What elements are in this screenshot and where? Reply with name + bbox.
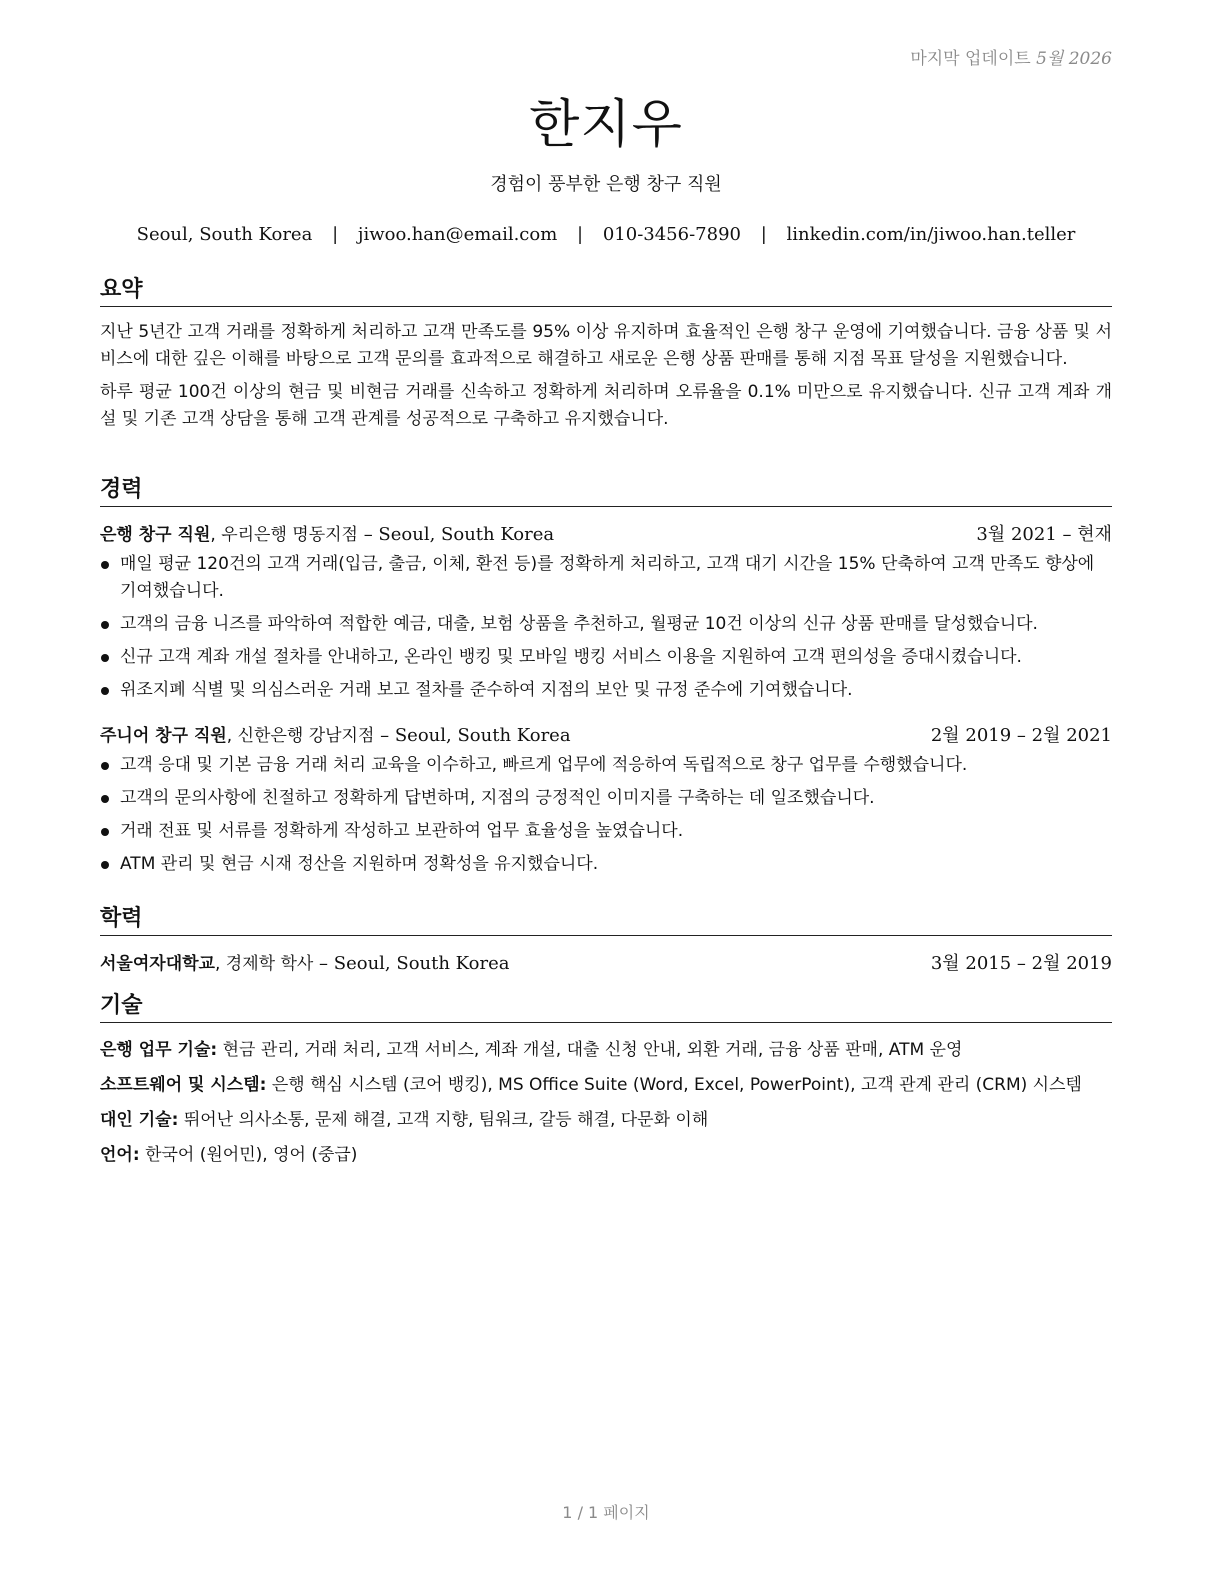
list-item: 고객의 문의사항에 친절하고 정확하게 답변하며, 지점의 긍정적인 이미지를 구축하는 데 일조했습니다. bbox=[100, 785, 1112, 812]
job-title: 주니어 창구 직원 bbox=[100, 726, 227, 746]
skill-value: 은행 핵심 시스템 (코어 뱅킹), MS Office Suite (Word, Excel, PowerPoint), 고객 관계 관리 (CRM) 시스템 bbox=[271, 1075, 1082, 1095]
contact-linkedin[interactable]: linkedin.com/in/jiwoo.han.teller bbox=[786, 224, 1076, 245]
job-header: 주니어 창구 직원, 신한은행 강남지점 – Seoul, South Korea 2월 2019 – 2월 2021 bbox=[100, 722, 1112, 750]
education-section bbox=[100, 905, 1112, 978]
list-item: 위조지폐 식별 및 의심스러운 거래 보고 절차를 준수하여 지점의 보안 및 규정 준수에 기여했습니다. bbox=[100, 677, 1112, 704]
contact-separator: | bbox=[760, 224, 767, 245]
list-item: ATM 관리 및 현금 시재 정산을 지원하며 정확성을 유지했습니다. bbox=[100, 851, 1112, 878]
contact-separator: | bbox=[577, 224, 584, 245]
skill-row bbox=[100, 1072, 1112, 1099]
job-org: 신한은행 강남지점 bbox=[237, 726, 375, 746]
list-item: 매일 평균 120건의 고객 거래(입금, 출금, 이체, 환전 등)를 정확하게 처리하고, 고객 대기 시간을 15% 단축하여 고객 만족도 향상에 기여했습니다. bbox=[100, 551, 1112, 605]
job-title: 은행 창구 직원 bbox=[100, 525, 211, 545]
job-header: 은행 창구 직원, 우리은행 명동지점 – Seoul, South Korea 3월 2021 – 현재 bbox=[100, 521, 1112, 549]
list-item: 거래 전표 및 서류를 정확하게 작성하고 보관하여 업무 효율성을 높였습니다. bbox=[100, 818, 1112, 845]
skill-row bbox=[100, 1037, 1112, 1064]
job-bullets bbox=[100, 752, 1112, 878]
last-updated-month: 5월 bbox=[1036, 49, 1064, 69]
contact-separator: | bbox=[332, 224, 339, 245]
education-entry: 서울여자대학교, 경제학 학사 – Seoul, South Korea 3월 2015 – 2월 2019 bbox=[100, 950, 1112, 978]
skill-value: 뛰어난 의사소통, 문제 해결, 고객 지향, 팀워크, 갈등 해결, 다문화 이해 bbox=[183, 1110, 709, 1130]
job-org: 우리은행 명동지점 bbox=[221, 525, 358, 545]
contact-line bbox=[100, 224, 1112, 245]
job-bullets bbox=[100, 551, 1112, 704]
job-location: Seoul, South Korea bbox=[378, 524, 555, 545]
education-degree: 경제학 학사 bbox=[225, 954, 314, 974]
list-item: 고객의 금융 니즈를 파악하여 적합한 예금, 대출, 보험 상품을 추천하고, 월평균 10건 이상의 신규 상품 판매를 달성했습니다. bbox=[100, 611, 1112, 638]
page-number: 1 / 1 페이지 bbox=[562, 1503, 650, 1522]
skills-section bbox=[100, 992, 1112, 1169]
last-updated-label: 마지막 업데이트 bbox=[910, 49, 1031, 69]
skill-value: 한국어 (원어민), 영어 (중급) bbox=[145, 1145, 358, 1165]
candidate-headline: 경험이 풍부한 은행 창구 직원 bbox=[490, 174, 722, 195]
contact-location: Seoul, South Korea bbox=[136, 224, 313, 245]
summary-section bbox=[100, 276, 1112, 433]
contact-email[interactable]: jiwoo.han@email.com bbox=[357, 224, 558, 245]
contact-phone: 010-3456-7890 bbox=[602, 224, 741, 245]
job-entry bbox=[100, 722, 1112, 878]
skill-label: 소프트웨어 및 시스템: bbox=[100, 1075, 267, 1095]
summary-title: 요약 bbox=[100, 276, 1112, 307]
education-school: 서울여자대학교 bbox=[100, 954, 215, 974]
list-item: 신규 고객 계좌 개설 절차를 안내하고, 온라인 뱅킹 및 모바일 뱅킹 서비스 이용을 지원하여 고객 편의성을 증대시켰습니다. bbox=[100, 644, 1112, 671]
candidate-name: 한지우 bbox=[529, 95, 683, 155]
skill-value: 현금 관리, 거래 처리, 고객 서비스, 계좌 개설, 대출 신청 안내, 외환 거래, 금융 상품 판매, ATM 운영 bbox=[222, 1040, 963, 1060]
last-updated-year: 2026 bbox=[1068, 49, 1112, 69]
skill-row bbox=[100, 1107, 1112, 1134]
list-item: 고객 응대 및 기본 금융 거래 처리 교육을 이수하고, 빠르게 업무에 적응하여 독립적으로 창구 업무를 수행했습니다. bbox=[100, 752, 1112, 779]
education-location: Seoul, South Korea bbox=[333, 953, 510, 974]
job-dates: 2월 2019 – 2월 2021 bbox=[930, 725, 1112, 746]
job-location: Seoul, South Korea bbox=[394, 725, 571, 746]
skills-title: 기술 bbox=[100, 992, 1112, 1023]
job-dates: 3월 2021 – 현재 bbox=[976, 524, 1112, 545]
summary-paragraph: 지난 5년간 고객 거래를 정확하게 처리하고 고객 만족도를 95% 이상 유지하며 효율적인 은행 창구 운영에 기여했습니다. 금융 상품 및 서비스에 대한 깊은 이해를 바탕으로 고객 문의를 효과적으로 해결하고 새로운 은행 상품 판매를 통해 지점 목표 달성을 지원했습니다. bbox=[100, 322, 1112, 369]
experience-title: 경력 bbox=[100, 476, 1112, 507]
skill-label: 은행 업무 기술: bbox=[100, 1040, 218, 1060]
summary-paragraph: 하루 평균 100건 이상의 현금 및 비현금 거래를 신속하고 정확하게 처리하며 오류율을 0.1% 미만으로 유지했습니다. 신규 고객 계좌 개설 및 기존 고객 상담을 통해 고객 관계를 성공적으로 구축하고 유지했습니다. bbox=[100, 382, 1112, 429]
skill-label: 언어: bbox=[100, 1145, 140, 1165]
skill-label: 대인 기술: bbox=[100, 1110, 179, 1130]
job-entry bbox=[100, 521, 1112, 704]
skill-row bbox=[100, 1142, 1112, 1169]
last-updated bbox=[910, 44, 1112, 69]
experience-section bbox=[100, 476, 1112, 884]
education-dates: 3월 2015 – 2월 2019 bbox=[930, 953, 1112, 974]
education-title: 학력 bbox=[100, 905, 1112, 936]
